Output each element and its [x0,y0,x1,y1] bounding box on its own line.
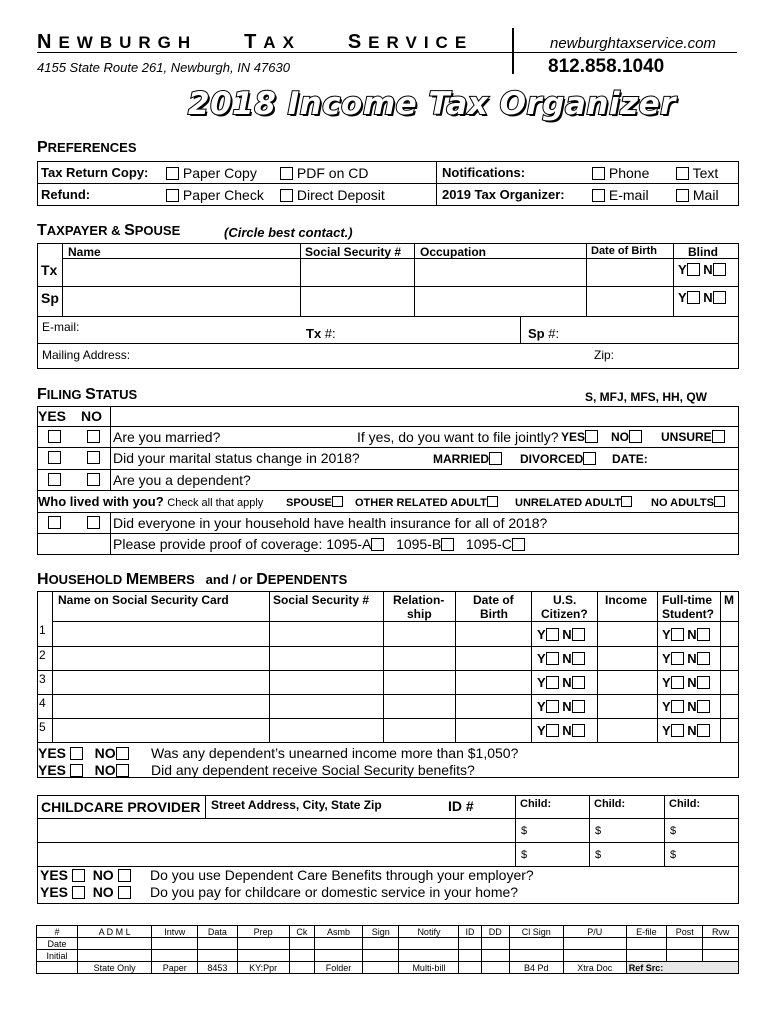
unearned-no-checkbox[interactable] [116,747,129,760]
circle-best-contact-note: (Circle best contact.) [224,225,353,240]
tp-line [37,343,739,344]
office-cell: P/U [563,926,626,938]
hh-col [531,591,532,742]
office-cell: DD [481,926,509,938]
tp-line [37,316,739,317]
unearned-yes-checkbox[interactable] [70,747,83,760]
col-name: Name [68,245,101,259]
status-change-yes-checkbox[interactable] [48,451,61,464]
divorced-option[interactable]: DIVORCED [520,452,596,466]
citizen-yes-checkbox[interactable] [546,628,559,641]
hh-col [455,591,456,742]
form-1095b-checkbox[interactable] [441,538,454,551]
student-no-checkbox[interactable] [697,724,710,737]
tx-number-label: Tx #: [306,326,336,341]
paper-check-option[interactable] [166,187,264,203]
proof-of-coverage [113,536,525,552]
header-divider [512,28,514,74]
hh-row-3-student-yn[interactable]: Y N [662,675,710,690]
cc-line [37,842,739,843]
cc-col-child-1: Child: [520,798,552,810]
hh-col-m: M [724,593,734,607]
sp-number-label: Sp #: [528,326,560,341]
hh-col-name: Name on Social Security Card [58,593,229,607]
col-occupation: Occupation [420,245,487,259]
cc-dollar: $ [595,849,602,861]
ss-benefits-yesno[interactable]: YES NO [38,762,129,778]
paper-check-label: Paper Check [182,187,264,203]
ss-benefits-yes-checkbox[interactable] [70,764,83,777]
hh-row-5-number: 5 [39,720,46,734]
spouse-checkbox[interactable] [332,496,343,507]
office-cell [37,962,78,974]
email-field-label: E-mail: [42,320,80,334]
office-cell: Rvw [703,926,739,938]
hh-row-4-number: 4 [39,696,46,710]
tx-blind-yn[interactable]: Y N [678,262,726,277]
cc-col [664,795,665,866]
row-tx-label: Tx [41,262,58,278]
office-cell: Paper [152,962,198,974]
q-status-change: Did your marital status change in 2018? [113,450,360,466]
mail-label: Mail [692,187,719,203]
text-checkbox[interactable] [676,167,689,180]
who-lived-row [38,494,263,509]
jointly-yes-checkbox[interactable] [585,430,598,443]
hh-row-5-student-yn[interactable]: Y N [662,723,710,738]
student-no-checkbox[interactable] [697,628,710,641]
office-cell: Ref Src: [626,962,738,974]
status-change-no-checkbox[interactable] [87,451,100,464]
email-option[interactable] [592,187,649,203]
q-married: Are you married? [113,429,221,445]
hh-col-us-1: U.S. [553,593,577,607]
cc-col [515,795,516,866]
hh-line [37,646,739,647]
spouse-option[interactable]: SPOUSE [286,496,343,509]
childcare-pay-yesno[interactable]: YES NO [40,884,131,900]
hh-col-dob-2: Birth [480,607,508,621]
citizen-no-checkbox[interactable] [572,652,585,665]
student-no-checkbox[interactable] [697,700,710,713]
hh-row-2-number: 2 [39,648,46,662]
unrelated-adult-checkbox[interactable] [621,496,632,507]
office-cell: 8453 [198,962,238,974]
hh-col-us-2: Citizen? [541,607,588,621]
cc-dollar: $ [521,825,528,837]
tp-col [520,316,521,343]
office-use-table [36,925,739,974]
citizen-yes-checkbox[interactable] [546,724,559,737]
student-yes-checkbox[interactable] [671,628,684,641]
cc-dollar: $ [595,825,602,837]
hh-col [52,591,53,742]
cc-dollar: $ [521,849,528,861]
preferences-heading: PREFERENCES [37,139,137,156]
hh-col-fulltime-1: Full-time [662,593,712,607]
paper-check-checkbox[interactable] [166,189,179,202]
jointly-yes-option[interactable]: YES [561,430,598,444]
form-1095c-checkbox[interactable] [512,538,525,551]
married-option[interactable]: MARRIED [433,452,502,466]
office-cell: Intvw [152,926,198,938]
hh-col-relationship-2: ship [407,607,432,621]
fs-yes-header: YES [38,408,67,424]
office-row-date [37,938,739,950]
col-dob: Date of Birth [591,245,657,257]
office-cell: Ck [289,926,314,938]
childcare-pay-yes-checkbox[interactable] [72,886,85,899]
jointly-unsure-option[interactable]: UNSURE [661,430,725,444]
other-related-adult-checkbox[interactable] [487,496,498,507]
hh-row-1-student-yn[interactable]: Y N [662,627,710,642]
office-cell [289,962,314,974]
other-related-adult-option[interactable]: OTHER RELATED ADULT [355,496,498,509]
col-ssn: Social Security # [305,245,402,259]
email-checkbox[interactable] [592,189,605,202]
hh-col [383,591,384,742]
filing-status-heading: FILING STATUS [37,386,138,403]
form-1095a-label: 1095-A [326,536,372,552]
taxpayer-heading: TAXPAYER & SPOUSE [37,222,181,239]
form-1095a-checkbox[interactable] [371,538,384,551]
tx-blind-no-checkbox[interactable] [713,263,726,276]
citizen-yes-checkbox[interactable] [546,652,559,665]
hh-row-3-citizen-yn[interactable]: Y N [537,675,585,690]
text-label: Text [692,165,719,181]
household-heading: HOUSEHOLD MEMBERS and / or DEPENDENTS [37,571,348,588]
q-dependent-care: Do you use Dependent Care Benefits through your employer? [150,867,534,883]
hh-col-fulltime-2: Student? [662,607,714,621]
tax-return-copy-label: Tax Return Copy: [41,165,149,180]
dependent-care-yesno[interactable]: YES NO [40,867,131,883]
paper-copy-option[interactable] [166,165,257,181]
page-title: 2018 Income Tax Organizer [188,86,676,122]
hh-col-ssn: Social Security # [273,593,370,607]
citizen-no-checkbox[interactable] [572,676,585,689]
preferences-row-divider [37,183,739,184]
fs-line [37,469,739,470]
firm-website[interactable]: newburghtaxservice.com [550,35,716,52]
paper-copy-checkbox[interactable] [166,167,179,180]
office-cell: Sign [363,926,399,938]
married-checkbox[interactable] [489,452,502,465]
q-dependent: Are you a dependent? [113,472,251,488]
sp-blind-yn[interactable]: Y N [678,290,726,305]
office-row-misc [37,962,739,974]
office-row-header [37,926,739,938]
filing-codes: S, MFJ, MFS, HH, QW [585,390,707,404]
q-insurance: Did everyone in your household have health insurance for all of 2018? [113,515,548,531]
cc-col [589,795,590,866]
phone-label: Phone [608,165,650,181]
dependent-no-checkbox[interactable] [87,473,100,486]
office-cell: Notify [399,926,459,938]
office-cell: Prep [237,926,289,938]
hh-line [37,694,739,695]
mailing-address-label: Mailing Address: [42,348,131,362]
office-cell [481,962,509,974]
office-cell: Folder [314,962,362,974]
mail-checkbox[interactable] [676,189,689,202]
hh-row-5-citizen-yn[interactable]: Y N [537,723,585,738]
cc-col-address: Street Address, City, State Zip [211,798,382,812]
divorced-checkbox[interactable] [583,452,596,465]
cc-line [37,818,739,819]
no-adults-checkbox[interactable] [714,496,725,507]
office-cell: B4 Pd [509,962,563,974]
tp-col [300,243,301,316]
hh-row-1-number: 1 [39,623,46,637]
row-sp-label: Sp [41,290,59,306]
cc-dollar: $ [670,849,677,861]
who-lived-label: Who lived with you? [38,494,164,509]
tp-col [673,243,674,316]
married-yes-checkbox[interactable] [48,430,61,443]
direct-deposit-label: Direct Deposit [296,187,385,203]
tp-col [586,243,587,316]
form-1095b-label: 1095-B [396,536,442,552]
citizen-yes-checkbox[interactable] [546,700,559,713]
refund-label: Refund: [41,187,91,202]
cc-col-child-3: Child: [669,798,701,810]
jointly-unsure-checkbox[interactable] [712,430,725,443]
date-label: DATE: [612,452,648,466]
office-cell: Post [667,926,703,938]
hh-line [37,718,739,719]
office-cell: ID [459,926,481,938]
fs-line [37,512,739,513]
hh-col [597,591,598,742]
col-blind: Blind [688,245,718,259]
dependent-care-yes-checkbox[interactable] [72,869,85,882]
hh-row-1-citizen-yn[interactable]: Y N [537,627,585,642]
cc-col [205,795,206,818]
office-cell: Multi-bill [399,962,459,974]
sp-blind-no-checkbox[interactable] [713,291,726,304]
dependent-care-no-checkbox[interactable] [118,869,131,882]
student-no-checkbox[interactable] [697,652,710,665]
form-1095c-label: 1095-C [465,536,512,552]
hh-row-4-citizen-yn[interactable]: Y N [537,699,585,714]
hh-col [269,591,270,742]
no-adults-option[interactable]: NO ADULTS [651,496,725,509]
cc-col-child-2: Child: [594,798,626,810]
sp-blind-yes-checkbox[interactable] [687,291,700,304]
hh-line [37,670,739,671]
hh-col [720,591,721,742]
pdf-on-cd-label: PDF on CD [296,165,369,181]
fs-line [37,447,739,448]
student-yes-checkbox[interactable] [671,700,684,713]
organizer-2019-label: 2019 Tax Organizer: [442,187,565,202]
cc-col-id: ID # [448,798,474,814]
zip-label: Zip: [594,348,615,362]
office-cell: A D M L [78,926,152,938]
mail-option[interactable] [676,187,719,203]
student-no-checkbox[interactable] [697,676,710,689]
office-cell: # [37,926,78,938]
hh-row-2-student-yn[interactable]: Y N [662,651,710,666]
pdf-on-cd-option[interactable] [280,165,368,181]
jointly-no-checkbox[interactable] [629,430,642,443]
hh-row-4-student-yn[interactable]: Y N [662,699,710,714]
firm-name: NEWBURGH TAX SERVICE [37,31,474,53]
insurance-no-checkbox[interactable] [87,516,100,529]
office-cell: Asmb [314,926,362,938]
student-yes-checkbox[interactable] [671,724,684,737]
firm-phone: 812.858.1040 [548,56,665,77]
office-row-initial [37,950,739,962]
hh-col-income: Income [605,593,648,607]
q-ss-benefits: Did any dependent receive Social Security benefits? [151,762,475,778]
dependent-yes-checkbox[interactable] [48,473,61,486]
hh-line [37,742,739,743]
office-cell: State Only [78,962,152,974]
fs-line [37,426,739,427]
fs-no-header: NO [81,408,102,424]
jointly-no-option[interactable]: NO [611,430,642,444]
unearned-yesno[interactable]: YES NO [38,745,129,761]
unrelated-adult-option[interactable]: UNRELATED ADULT [515,496,632,509]
hh-col-relationship-1: Relation- [393,593,445,607]
q-file-jointly: If yes, do you want to file jointly? [357,429,559,445]
childcare-heading: CHILDCARE PROVIDER [41,799,201,815]
cc-dollar: $ [670,825,677,837]
q-childcare-pay: Do you pay for childcare or domestic service in your home? [150,884,519,900]
check-all-note: Check all that apply [167,497,264,509]
insurance-yes-checkbox[interactable] [48,516,61,529]
email-label: E-mail [608,187,649,203]
ss-benefits-no-checkbox[interactable] [116,764,129,777]
taxpayer-box [37,243,739,369]
paper-copy-label: Paper Copy [182,165,257,181]
tp-col [62,243,63,316]
fs-col [110,512,111,555]
tp-line [37,286,739,287]
proof-label: Please provide proof of coverage: [113,536,323,552]
text-option[interactable] [676,165,718,181]
office-cell: Data [198,926,238,938]
notifications-label: Notifications: [442,165,526,180]
direct-deposit-option[interactable] [280,187,385,203]
hh-col-dob-1: Date of [473,593,514,607]
hh-line [52,621,739,622]
hh-row-2-citizen-yn[interactable]: Y N [537,651,585,666]
citizen-no-checkbox[interactable] [572,628,585,641]
hh-col [657,591,658,742]
married-no-checkbox[interactable] [87,430,100,443]
phone-checkbox[interactable] [592,167,605,180]
fs-line [37,490,739,491]
student-yes-checkbox[interactable] [671,676,684,689]
preferences-col-divider [436,161,437,206]
office-cell: Initial [37,950,78,962]
office-cell: E-file [626,926,666,938]
office-cell [459,962,481,974]
tp-col [414,243,415,316]
phone-option[interactable] [592,165,649,181]
firm-address: 4155 State Route 261, Newburgh, IN 47630 [37,60,290,75]
student-yes-checkbox[interactable] [671,652,684,665]
office-cell: Cl Sign [509,926,563,938]
citizen-yes-checkbox[interactable] [546,676,559,689]
pdf-on-cd-checkbox[interactable] [280,167,293,180]
fs-col [110,406,111,490]
fs-line [37,533,739,534]
header-rule [37,52,737,53]
office-cell [363,962,399,974]
q-unearned-income: Was any dependent’s unearned income more than $1,050? [151,745,519,761]
tx-blind-yes-checkbox[interactable] [687,263,700,276]
citizen-no-checkbox[interactable] [572,700,585,713]
direct-deposit-checkbox[interactable] [280,189,293,202]
citizen-no-checkbox[interactable] [572,724,585,737]
hh-row-3-number: 3 [39,672,46,686]
childcare-pay-no-checkbox[interactable] [118,886,131,899]
office-cell: Xtra Doc [563,962,626,974]
office-cell: Date [37,938,78,950]
office-cell: KY:Ppr [237,962,289,974]
